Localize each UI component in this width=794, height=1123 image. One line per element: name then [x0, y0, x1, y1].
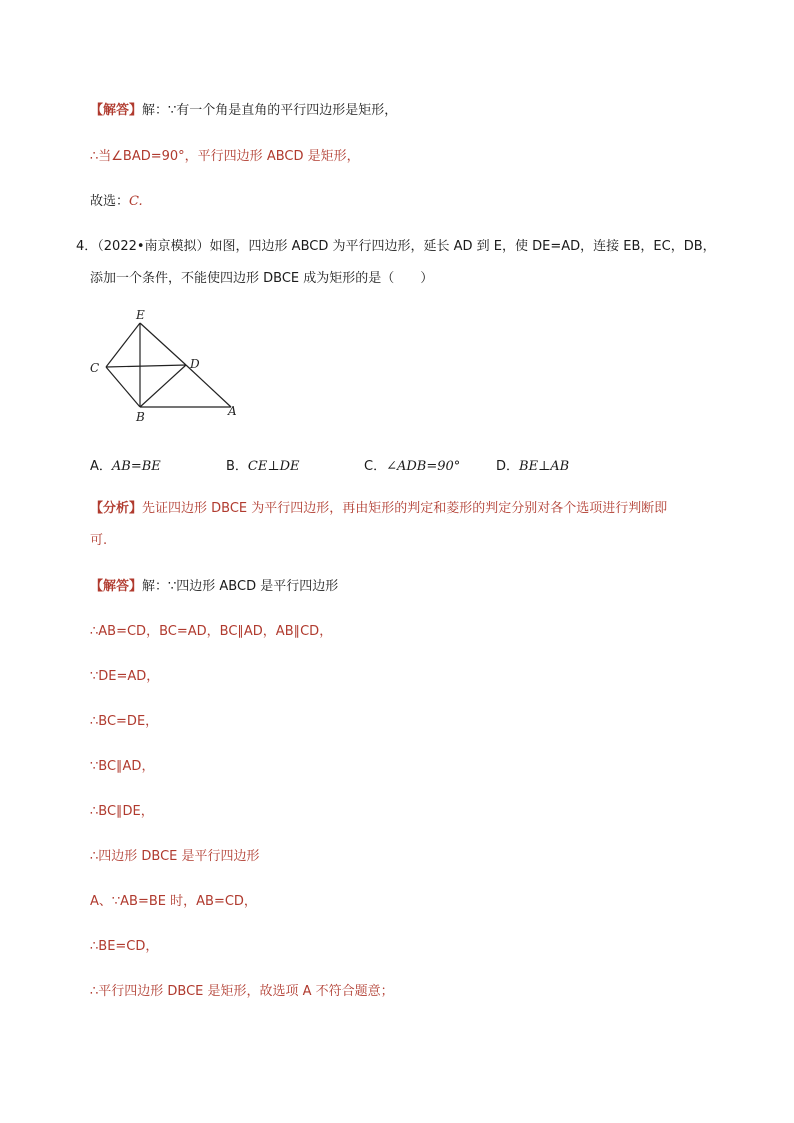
question-number: 4． — [76, 239, 98, 254]
answer-prefix: 故选： — [90, 194, 130, 209]
geometry-diagram — [86, 308, 246, 428]
edge-DA — [186, 365, 231, 407]
answer-text-1: 解：∵有一个角是直角的平行四边形是矩形， — [142, 103, 398, 118]
analysis-text-1: 先证四边形 DBCE 为平行四边形，再由矩形的判定和菱形的判定分别对各个选项进行判断即 — [142, 501, 668, 516]
option-b-text: CE⊥DE — [247, 459, 300, 474]
edge-CD — [106, 365, 186, 367]
label-C: C — [90, 361, 100, 375]
option-c-text: ∠ADB=90° — [386, 459, 461, 474]
answer-line-3 — [90, 193, 143, 211]
question-line-1 — [76, 238, 716, 256]
label-B: B — [136, 410, 145, 424]
solution-line-7: ∴四边形 DBCE 是平行四边形 — [90, 849, 260, 864]
solution-line-4: ∴BC=DE， — [90, 714, 159, 729]
solution-line-2: ∴AB=CD，BC=AD，BC∥AD，AB∥CD， — [90, 624, 333, 639]
option-c-key: C． — [364, 459, 387, 474]
solution-text-1: 解：∵四边形 ABCD 是平行四边形 — [142, 579, 339, 594]
edge-CB — [106, 367, 140, 407]
edge-DB — [140, 365, 186, 407]
option-d[interactable] — [496, 455, 569, 474]
solution-tag: 【解答】 — [90, 579, 143, 594]
solution-line-10: ∴平行四边形 DBCE 是矩形，故选项 A 不符合题意； — [90, 984, 394, 999]
option-a[interactable] — [90, 455, 161, 474]
label-D: D — [190, 357, 200, 371]
analysis-line-2: 可. — [90, 533, 108, 548]
option-a-text: AB=BE — [111, 459, 161, 474]
analysis-line-1 — [90, 500, 667, 518]
label-A: A — [228, 404, 237, 418]
answer-line-2: ∴当∠BAD=90°，平行四边形 ABCD 是矩形， — [90, 149, 360, 164]
option-b-key: B． — [226, 459, 248, 474]
question-line-2: 添加一个条件，不能使四边形 DBCE 成为矩形的是（ ） — [90, 271, 434, 286]
label-E: E — [136, 308, 145, 322]
solution-line-6: ∴BC∥DE， — [90, 804, 154, 819]
analysis-tag: 【分析】 — [90, 501, 143, 516]
option-a-key: A． — [90, 459, 112, 474]
option-d-key: D． — [496, 459, 520, 474]
answer-choice: C. — [129, 194, 143, 209]
solution-line-1 — [90, 578, 338, 596]
solution-line-3: ∵DE=AD， — [90, 669, 160, 684]
edge-ED — [140, 323, 186, 365]
edge-EC — [106, 323, 140, 367]
solution-line-9: ∴BE=CD， — [90, 939, 159, 954]
question-text-1: 如图，四边形 ABCD 为平行四边形，延长 AD 到 E，使 DE=AD，连接 EB，EC，DB， — [209, 239, 716, 254]
option-d-text: BE⊥AB — [519, 459, 570, 474]
solution-line-8: A、∵AB=BE 时，AB=CD， — [90, 894, 257, 909]
answer-tag: 【解答】 — [90, 103, 143, 118]
solution-line-5: ∵BC∥AD， — [90, 759, 155, 774]
option-b[interactable] — [226, 455, 300, 474]
answer-line-1 — [90, 102, 397, 120]
question-source: （2022•南京模拟） — [97, 239, 210, 254]
option-c[interactable] — [364, 455, 460, 474]
